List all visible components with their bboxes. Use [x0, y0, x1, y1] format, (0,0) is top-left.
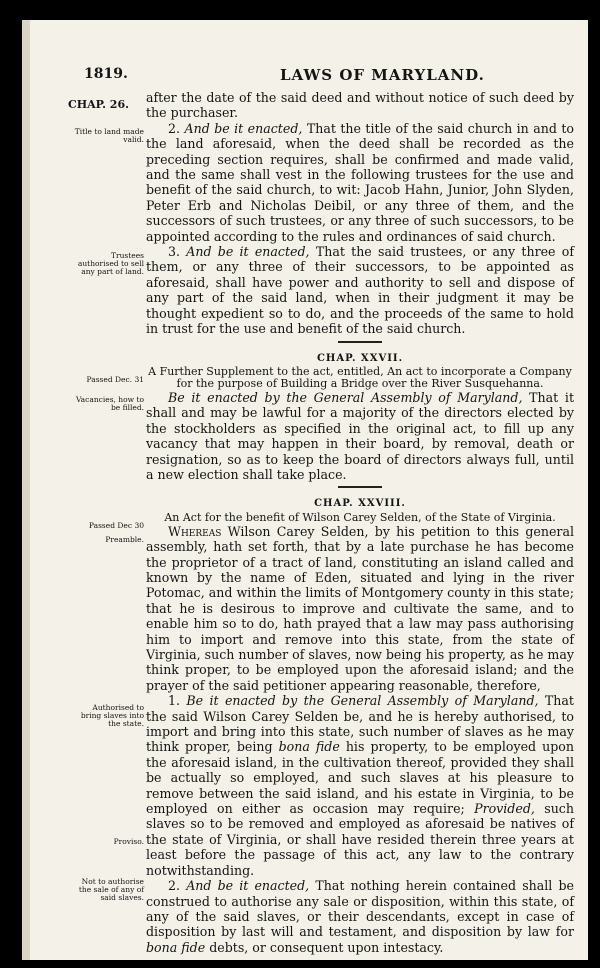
chapter-27-section — [146, 390, 574, 482]
section-text: such slaves so to be removed and employed as aforesaid be natives of the state of Virginia, or shall have resided therein three years at least before the passage of this act, any law to the contrary notwithstanding. — [146, 801, 574, 878]
section-text: That it shall and may be lawful for a majority of the directors elected by the stockholders as specified in the original act, to fill up any vacancy that may happen in their board, by removal, death or resignation, so as to keep the board of directors always full, until a new election shall take place. — [146, 389, 575, 482]
latin-phrase: bona fide — [146, 939, 206, 955]
margin-note-passed-dec31: Passed Dec. 31 — [86, 375, 144, 384]
chapter-27-title: A Further Supplement to the act, entitled, An act to incorporate a Company for the purpose of Building a Bridge over the River Susquehanna. — [148, 364, 572, 390]
section-text: That the title of the said church in and to the land aforesaid, when the deed shall be recorded as the preceding section requires, shall be confirmed and made valid, and the same shall vest in the following trustees for the use and benefit of the said church, to wit: Jacob Hahn, Junior, John Slyden, Peter Erb and Nicholas Deibil, or any three of them, and the successors of such trustees, or any three of such successors, to be appointed according to the rules and ordinances of said church. — [146, 120, 574, 244]
section-divider — [338, 341, 382, 343]
margin-note-title-valid: Title to land made valid. — [74, 127, 144, 144]
section-number: 1. — [168, 693, 181, 709]
section-divider — [338, 486, 382, 488]
preamble-paragraph — [146, 524, 574, 693]
section-number: 2. — [168, 120, 181, 136]
chapter-28-section-2 — [146, 878, 574, 955]
section-3-chap26 — [146, 244, 574, 336]
preamble-lead: Whereas — [168, 523, 222, 539]
margin-note-trustees: Trustees authorised to sell any part of land. — [77, 251, 144, 276]
main-text — [146, 90, 574, 955]
section-text: debts, or consequent upon intestacy. — [209, 939, 444, 955]
margin-chapter-26: CHAP. 26. — [68, 98, 129, 111]
preamble-text: Wilson Carey Selden, by his petition to this general assembly, hath set forth, that by a late purchase he has become the proprietor of a tract of land, constituting an island called and known by the name of Eden, situated and lying in the river Potomac, and within the limits of Montgomery county in this state; that he is desirous to improve and cultivate the same, and to enable him so to do, hath prayed that a law may pass authorising him to import and remove into this state, from the state of Virginia, such number of slaves, now being his property, as he may think proper, to be employed upon the aforesaid island; and the prayer of the said petitioner appearing reasonable, therefore, — [146, 523, 575, 693]
section-number: 3. — [168, 244, 181, 260]
running-title: LAWS OF MARYLAND. — [280, 66, 485, 84]
section-number: 2. — [168, 878, 181, 894]
chapter-28-heading: CHAP. XXVIII. — [314, 498, 406, 510]
chapter-27-heading: CHAP. XXVII. — [316, 352, 404, 364]
enacting-clause: And be it enacted, — [186, 244, 310, 260]
page-year: 1819. — [84, 66, 128, 82]
book-page — [22, 20, 588, 960]
section-2-chap26 — [146, 121, 574, 244]
enacting-clause: And be it enacted, — [184, 120, 303, 136]
margin-note-passed-dec30: Passed Dec 30 — [88, 521, 144, 530]
paragraph-continuation — [146, 90, 574, 121]
margin-note-not-authorise: Not to authorise the sale of any of said slaves. — [78, 877, 144, 902]
section-text: his property, to be employed upon the aforesaid island, in the cultivation thereof, provided they shall be actually so employed, and such slaves at his pleasure to remove between the said island, and his estate in Virginia, to be employed on either as occasion may require; — [146, 739, 574, 817]
section-text: That nothing herein contained shall be construed to authorise any sale or disposition, within this state, of any of the said slaves, or their descendants, except in case of disposition by last will and testament, and disposition by law for — [146, 878, 574, 940]
chapter-28-section-1 — [146, 693, 574, 878]
section-text: That the said Wilson Carey Selden be, and he is hereby authorised, to import and bring into this state, such number of slaves as he may think proper, being — [146, 693, 574, 755]
margin-note-vacancies: Vacancies, how to be filled. — [75, 395, 144, 412]
margin-note-preamble: Preamble. — [105, 535, 144, 544]
latin-phrase: bona fide — [278, 739, 340, 755]
chapter-28-title: An Act for the benefit of Wilson Carey Selden, of the State of Virginia. — [164, 510, 556, 524]
section-text: That the said trustees, or any three of them, or any three of their successors, to be appointed as aforesaid, shall have power and authority to sell and dispose of any part of the said land, when in their judgment it may be thought expedient so to do, and the proceeds of the same to hold in trust for the use and benefit of the said church. — [146, 244, 574, 337]
enacting-clause: And be it enacted, — [186, 878, 310, 894]
enacting-clause: Be it enacted by the General Assembly of Maryland, — [168, 389, 523, 405]
paragraph-text: after the date of the said deed and without notice of such deed by the purchaser. — [146, 90, 574, 121]
margin-note-authorised: Authorised to bring slaves into the state. — [80, 703, 144, 728]
page-spine-shadow — [22, 20, 30, 960]
margin-note-proviso: Proviso. — [113, 837, 144, 846]
proviso-clause: Provided, — [474, 801, 535, 817]
enacting-clause: Be it enacted by the General Assembly of Maryland, — [186, 693, 539, 709]
